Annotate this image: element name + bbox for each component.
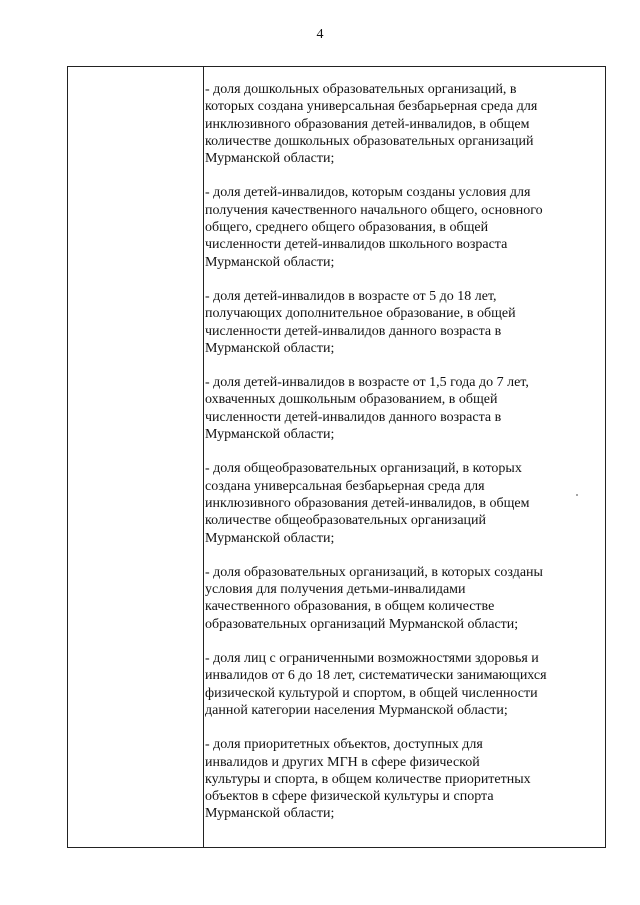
column-divider	[203, 67, 204, 847]
list-item: - доля детей-инвалидов в возрасте от 5 до 18 лет, получающих дополнительное образование, в общей численности детей-инвалидов данного возраста в Мурманской области;	[205, 288, 516, 356]
list-item: - доля детей-инвалидов, которым созданы условия для получения качественного начального общего, основного общего, среднего общего образования, в общей численности детей-инвалидов школьного возраста Мурманской области;	[205, 185, 543, 270]
list-item: - доля общеобразовательных организаций, в которых создана универсальная безбарьерная среда для инклюзивного образования детей-инвалидов, в общем количестве общеобразовательных организаций Мурманской области;	[205, 461, 530, 546]
list-item: - доля образовательных организаций, в которых созданы условия для получения детьми-инвалидами качественного образования, в общем количестве образовательных организаций Мурманской области;	[205, 564, 543, 632]
table-left-cell	[68, 67, 203, 847]
list-item: - доля детей-инвалидов в возрасте от 1,5 года до 7 лет, охваченных дошкольным образованием, в общей численности детей-инвалидов данного возраста в Мурманской области;	[205, 375, 529, 443]
scan-speck	[576, 494, 578, 496]
list-item: - доля лиц с ограниченными возможностями здоровья и инвалидов от 6 до 18 лет, систематически занимающихся физической культурой и спортом, в общей численности данной категории населения Мурманской области;	[205, 651, 547, 718]
list-item: - доля дошкольных образовательных организаций, в которых создана универсальная безбарьерная среда для инклюзивного образования детей-инвалидов, в общем количестве дошкольных образовательных организаций Мурманской области;	[205, 82, 538, 167]
list-item: - доля приоритетных объектов, доступных для инвалидов и других МГН в сфере физической культуры и спорта, в общем количестве приоритетных объектов в сфере физической культуры и спорта Мурманской области;	[205, 737, 531, 822]
table-right-cell	[205, 81, 597, 840]
document-table	[67, 66, 606, 848]
page-number: 4	[316, 27, 324, 42]
